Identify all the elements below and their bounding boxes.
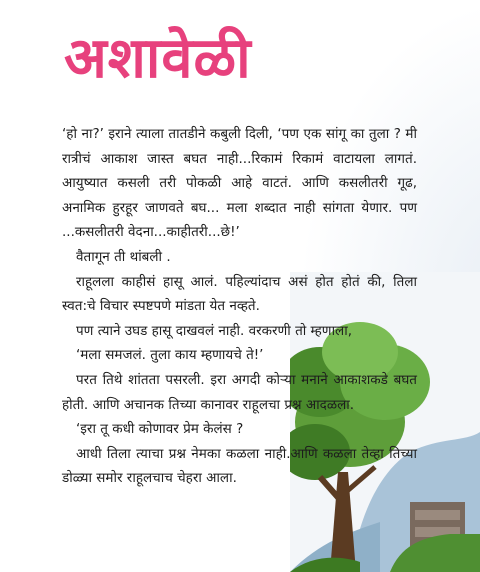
paragraph: ‘हो ना?’ इराने त्याला तातडीने कबुली दिली, ‘पण एक सांगू का तुला ? मी रात्रीचं आकाश जास्त बघत नाही...रिकामं रिकामं वाटायला लागतं. आयुष्यात कसली तरी पोकळी आहे वाटतं. आणि कसलीतरी गूढ, अनामिक हुरहूर जाणवते बघ... मला शब्दात नाही सांगता येणार. पण ...कसलीतरी वेदना...काहीतरी...छे!’ <box>62 126 417 241</box>
paragraph: ‘इरा तू कधी कोणावर प्रेम केलंस ? <box>76 421 244 438</box>
paragraph: पण त्याने उघड हासू दाखवलं नाही. वरकरणी तो म्हणाला, <box>76 322 353 339</box>
paragraph: ‘मला समजलं. तुला काय म्हणायचे ते!’ <box>76 347 264 364</box>
chapter-title: अशावेळी <box>64 25 252 91</box>
paragraph: राहूलला काहीसं हासू आलं. पहिल्यांदाच असं होत होतं की, तिला स्वत:चे विचार स्पष्टपणे मांडता येत नव्हते. <box>62 273 417 315</box>
paragraph: परत तिथे शांतता पसरली. इरा अगदी कोऱ्या मनाने आकाशकडे बघत होती. आणि अचानक तिच्या कानावर राहूलचा प्रश्न आदळला. <box>62 371 417 413</box>
paragraph: आधी तिला त्याचा प्रश्न नेमका कळला नाही.आणि कळला तेव्हा तिच्या डोळ्या समोर राहूलचाच चेहरा आला. <box>62 445 417 487</box>
paragraph: वैतागून ती थांबली . <box>76 248 171 265</box>
chapter-body <box>62 122 417 491</box>
